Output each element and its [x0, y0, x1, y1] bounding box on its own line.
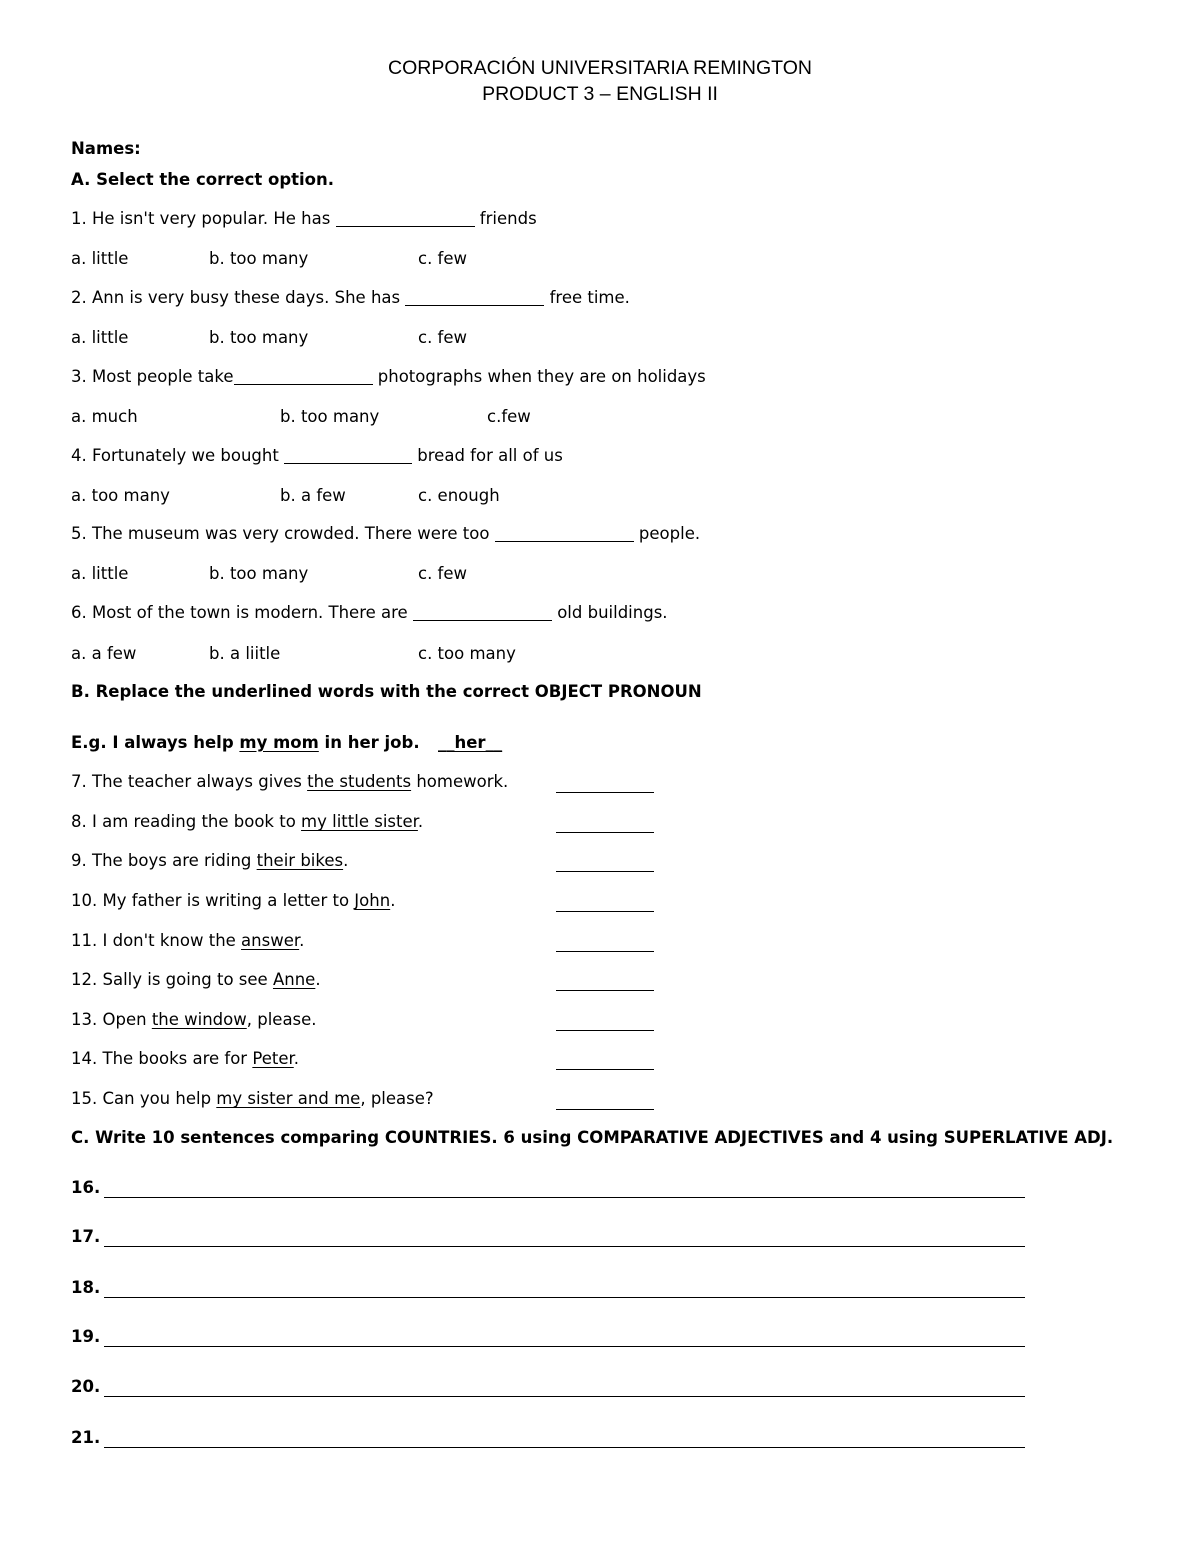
option-a[interactable]: a. a few: [71, 644, 137, 663]
product-title: PRODUCT 3 – ENGLISH II: [482, 83, 718, 105]
pronoun-item-9: 9. The boys are riding their bikes.: [71, 851, 349, 870]
option-a[interactable]: a. little: [71, 328, 129, 347]
answer-blank[interactable]: [234, 368, 373, 386]
option-c[interactable]: c. enough: [418, 486, 500, 505]
institution-title: CORPORACIÓN UNIVERSITARIA REMINGTON: [388, 57, 812, 79]
option-c[interactable]: c. few: [418, 249, 468, 268]
section-b-title: B. Replace the underlined words with the correct OBJECT PRONOUN: [71, 682, 702, 701]
pronoun-item-13: 13. Open the window, please.: [71, 1010, 317, 1029]
sentence-line[interactable]: [104, 1196, 1025, 1198]
section-c-title: C. Write 10 sentences comparing COUNTRIES. 6 using COMPARATIVE ADJECTIVES and 4 using SUPERLATIVE ADJ.: [71, 1128, 1114, 1147]
answer-line[interactable]: [556, 989, 654, 991]
option-c[interactable]: c. too many: [418, 644, 516, 663]
question-4: 4. Fortunately we bought bread for all of us: [71, 446, 563, 465]
sentence-number: 20.: [71, 1377, 101, 1396]
sentence-number: 19.: [71, 1327, 101, 1346]
answer-blank[interactable]: [284, 447, 412, 465]
option-b[interactable]: b. too many: [209, 564, 309, 583]
example-sentence: E.g. I always help my mom in her job.: [71, 733, 420, 752]
sentence-number: 21.: [71, 1428, 101, 1447]
answer-line[interactable]: [556, 1068, 654, 1070]
option-c[interactable]: c.few: [487, 407, 531, 426]
option-a[interactable]: a. little: [71, 249, 129, 268]
answer-line[interactable]: [556, 831, 654, 833]
option-b[interactable]: b. a few: [280, 486, 346, 505]
answer-line[interactable]: [556, 1029, 654, 1031]
option-c[interactable]: c. few: [418, 328, 468, 347]
question-3: 3. Most people take photographs when they are on holidays: [71, 367, 706, 386]
sentence-number: 16.: [71, 1178, 101, 1197]
pronoun-item-11: 11. I don't know the answer.: [71, 931, 305, 950]
sentence-line[interactable]: [104, 1296, 1025, 1298]
pronoun-item-12: 12. Sally is going to see Anne.: [71, 970, 321, 989]
option-b[interactable]: b. too many: [280, 407, 380, 426]
names-label: Names:: [71, 139, 141, 158]
pronoun-item-14: 14. The books are for Peter.: [71, 1049, 299, 1068]
answer-blank[interactable]: [495, 525, 634, 543]
answer-line[interactable]: [556, 870, 654, 872]
option-a[interactable]: a. too many: [71, 486, 170, 505]
option-b[interactable]: b. too many: [209, 328, 309, 347]
sentence-line[interactable]: [104, 1395, 1025, 1397]
answer-line[interactable]: [556, 950, 654, 952]
question-5: 5. The museum was very crowded. There were too people.: [71, 524, 701, 543]
option-c[interactable]: c. few: [418, 564, 468, 583]
question-6: 6. Most of the town is modern. There are old buildings.: [71, 603, 668, 622]
section-a-title: A. Select the correct option.: [71, 170, 335, 189]
question-1: 1. He isn't very popular. He has friends: [71, 209, 537, 228]
answer-line[interactable]: [556, 791, 654, 793]
example-answer: __her__: [438, 733, 503, 752]
option-a[interactable]: a. little: [71, 564, 129, 583]
option-a[interactable]: a. much: [71, 407, 138, 426]
answer-blank[interactable]: [336, 210, 475, 228]
answer-line[interactable]: [556, 910, 654, 912]
sentence-number: 17.: [71, 1227, 101, 1246]
sentence-line[interactable]: [104, 1345, 1025, 1347]
answer-blank[interactable]: [413, 604, 552, 622]
question-2: 2. Ann is very busy these days. She has free time.: [71, 288, 630, 307]
pronoun-item-10: 10. My father is writing a letter to John.: [71, 891, 396, 910]
option-b[interactable]: b. a liitle: [209, 644, 281, 663]
option-b[interactable]: b. too many: [209, 249, 309, 268]
answer-line[interactable]: [556, 1108, 654, 1110]
pronoun-item-15: 15. Can you help my sister and me, please?: [71, 1089, 434, 1108]
sentence-line[interactable]: [104, 1446, 1025, 1448]
pronoun-item-8: 8. I am reading the book to my little sister.: [71, 812, 424, 831]
answer-blank[interactable]: [405, 289, 544, 307]
sentence-number: 18.: [71, 1278, 101, 1297]
sentence-line[interactable]: [104, 1245, 1025, 1247]
pronoun-item-7: 7. The teacher always gives the students homework.: [71, 772, 509, 791]
